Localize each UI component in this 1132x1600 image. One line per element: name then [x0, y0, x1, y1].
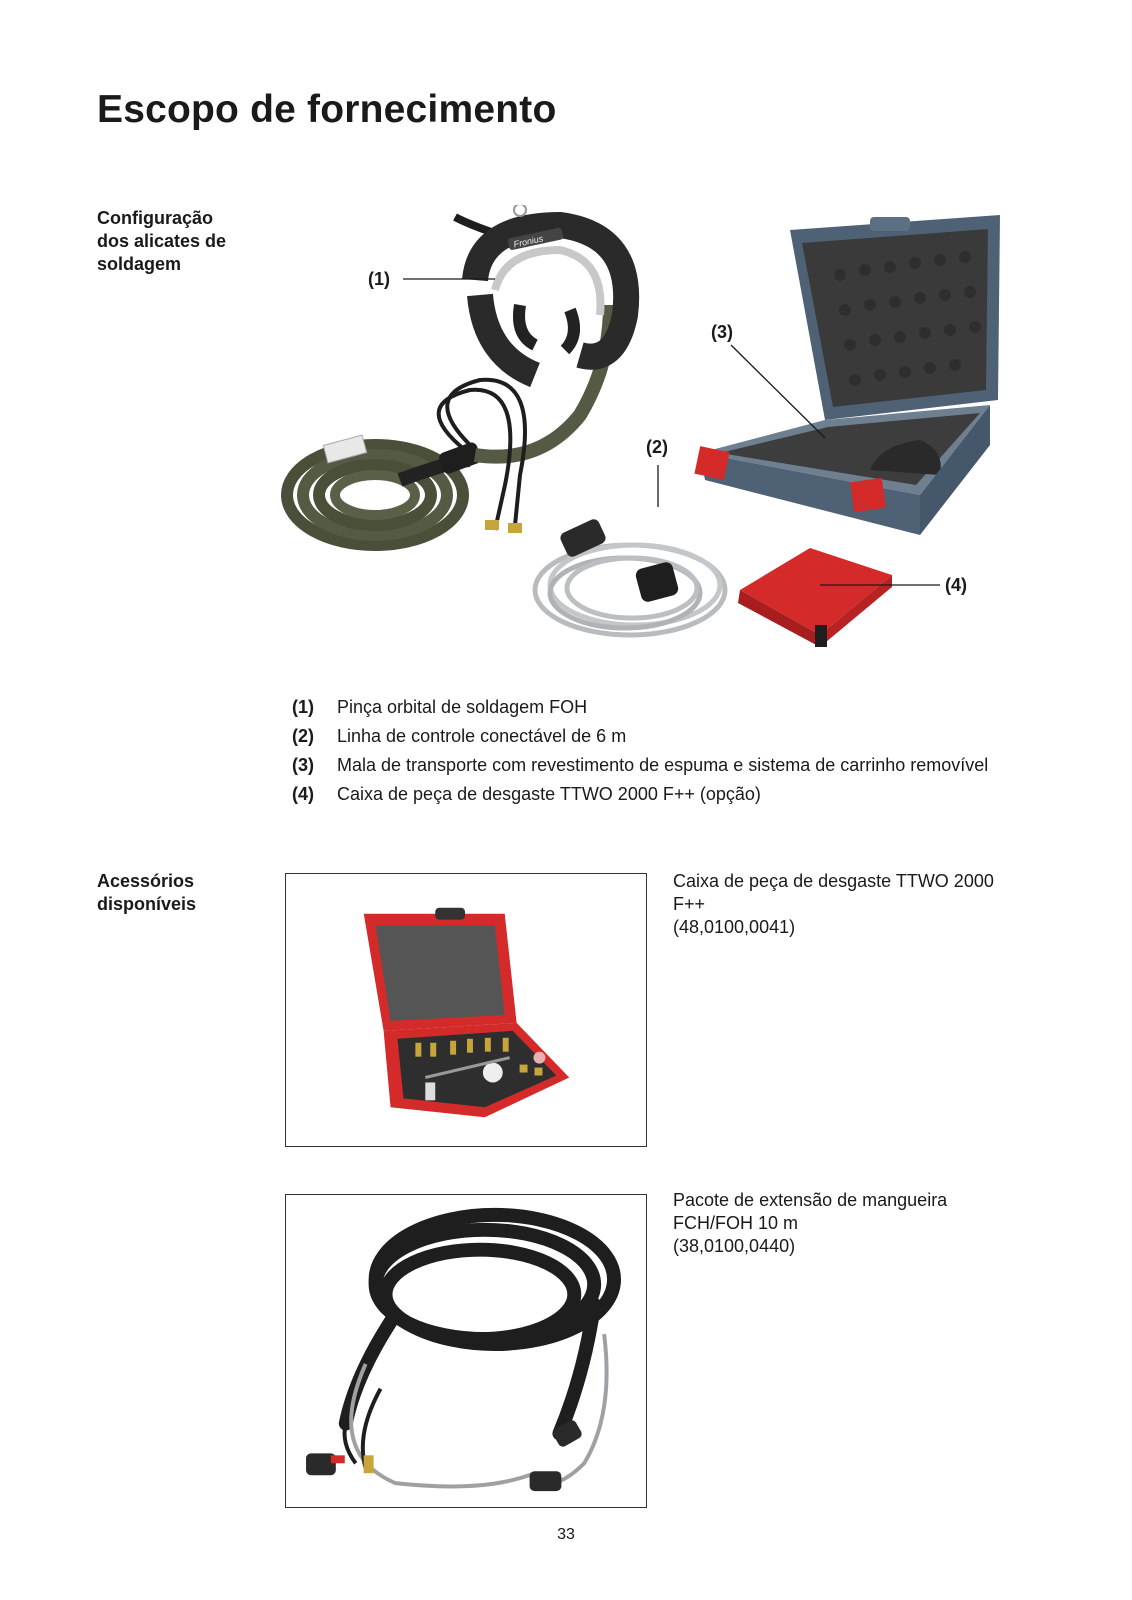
accessory-name-line1: Pacote de extensão de mangueira: [673, 1190, 948, 1210]
component-legend: [292, 693, 1072, 809]
clamp-brand-label: Fronius: [512, 233, 545, 250]
accessory-part-number: (38,0100,0440): [673, 1236, 796, 1256]
section-heading-configuration: Configuração dos alicates de soldagem: [97, 208, 227, 274]
legend-item: [292, 751, 1072, 780]
accessory-name-line2: F++: [673, 894, 706, 914]
legend-number: (1): [292, 697, 314, 717]
legend-text: Linha de controle conectável de 6 m: [337, 726, 627, 746]
accessory-name-line1: Caixa de peça de desgaste TTWO 2000: [673, 871, 994, 891]
callout-4: (4): [945, 575, 967, 595]
wear-parts-box-photo: [285, 873, 647, 1147]
control-cable-illustration: [535, 517, 725, 635]
callout-1: (1): [368, 269, 390, 289]
scope-of-delivery-photo: [280, 205, 1040, 675]
accessory-part-number: (48,0100,0041): [673, 917, 796, 937]
section-heading-accessories: Acessórios disponíveis: [97, 871, 197, 914]
legend-text: Pinça orbital de soldagem FOH: [337, 697, 588, 717]
page-title: Escopo de fornecimento: [97, 88, 557, 131]
legend-text: Caixa de peça de desgaste TTWO 2000 F++ (opção): [337, 784, 761, 804]
legend-number: (3): [292, 755, 314, 775]
wear-parts-case-illustration: [738, 548, 892, 647]
orbital-clamp-illustration: [455, 205, 626, 375]
legend-item: [292, 693, 1072, 722]
accessory-name-line2: FCH/FOH 10 m: [673, 1213, 799, 1233]
legend-item: [292, 780, 1072, 809]
hose-package-illustration: [287, 305, 610, 545]
callout-2: (2): [646, 437, 668, 457]
callout-3: (3): [711, 322, 733, 342]
legend-text: Mala de transporte com revestimento de espuma e sistema de carrinho removível: [337, 755, 989, 775]
accessory-description: [673, 870, 1033, 939]
hose-extension-photo: [285, 1194, 647, 1508]
legend-number: (4): [292, 784, 314, 804]
legend-number: (2): [292, 726, 314, 746]
page-number: 33: [557, 1526, 575, 1543]
accessory-description: [673, 1189, 1033, 1258]
legend-item: [292, 722, 1072, 751]
transport-case-illustration: [694, 215, 1000, 535]
